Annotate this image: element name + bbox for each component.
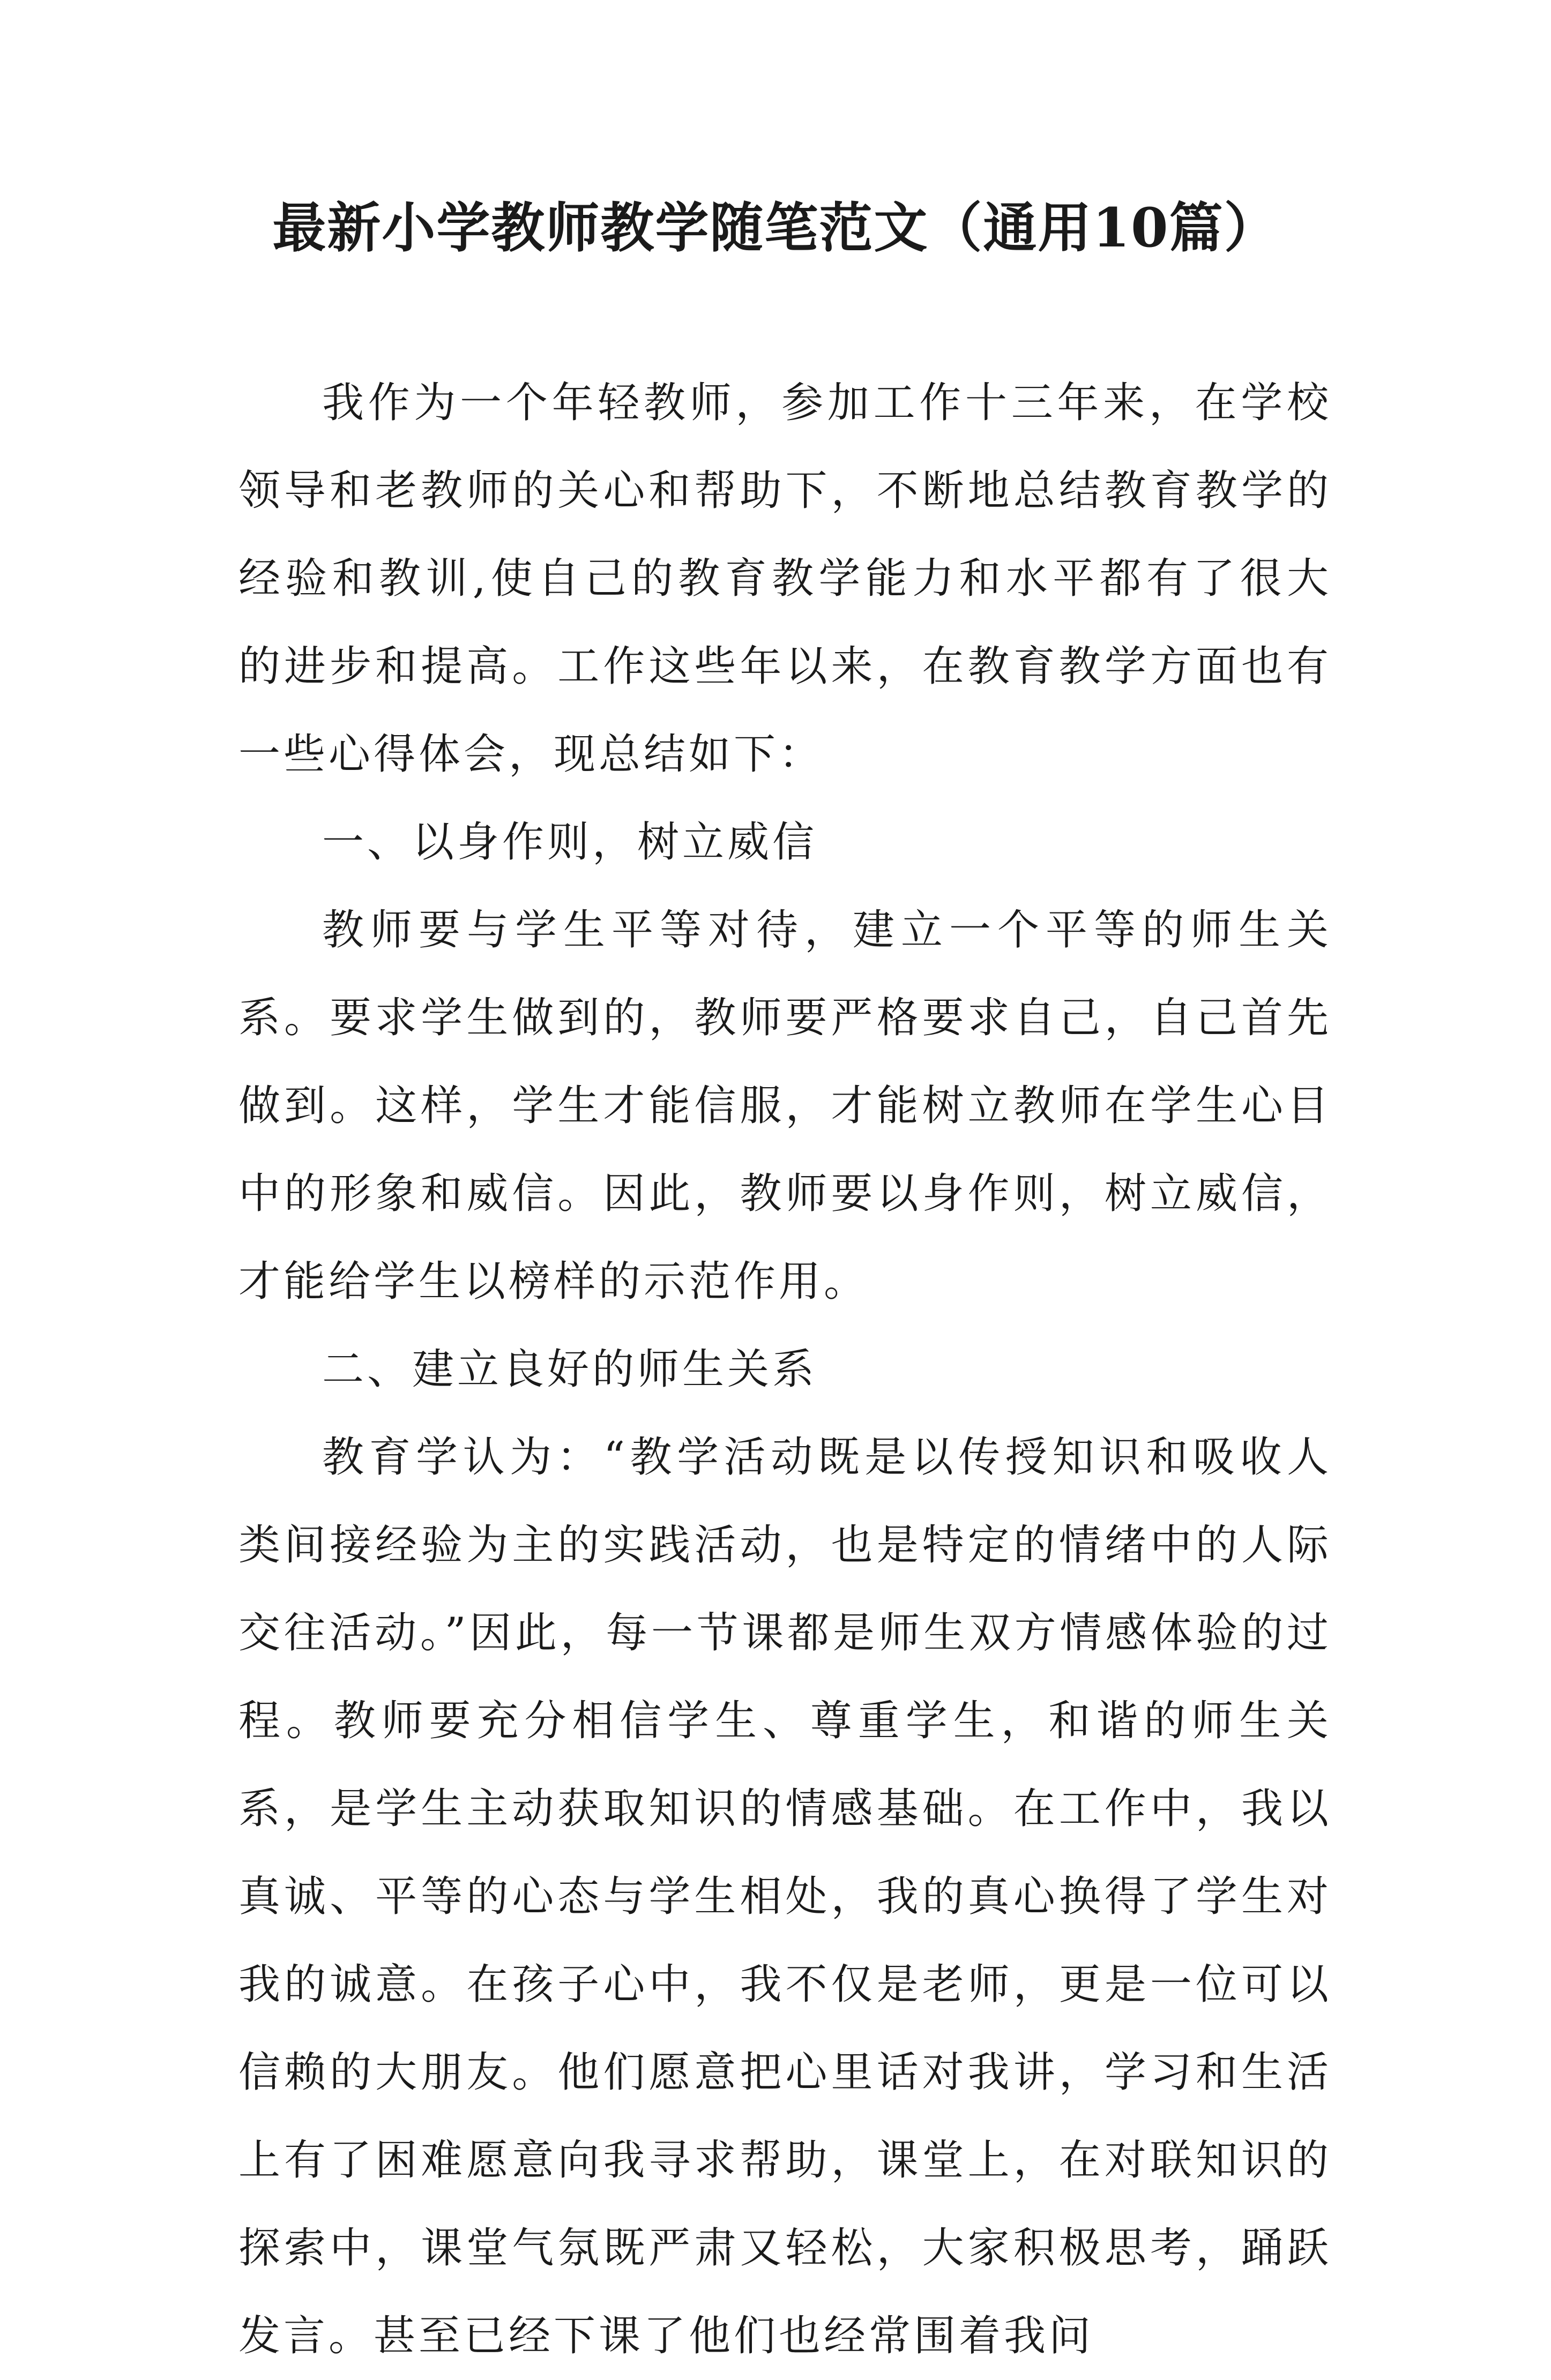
paragraph-section-2: 教育学认为：“教学活动既是以传授知识和吸收人类间接经验为主的实践活动，也是特定的情绪中的人际交往活动。”因此，每一节课都是师生双方情感体验的过程。教师要充分相信学生、尊重学生，和谐的师生关系，是学生主动获取知识的情感基础。在工作中，我以真诚、平等的心态与学生相处，我的真心换得了学生对我的诚意。在孩子心中，我不仅是老师，更是一位可以信赖的大朋友。他们愿意把心里话对我讲，学习和生活上有了困难愿意向我寻求帮助，课堂上，在对联知识的探索中，课堂气氛既严肃又轻松，大家积极思考，踊跃发言。甚至已经下课了他们也经常围着我问: [238, 1433, 1332, 2360]
document-body: [238, 359, 1332, 2380]
section-heading-1: 一、以身作则，树立威信: [322, 818, 818, 866]
document-title: 最新小学教师教学随笔范文（通用10篇）: [272, 196, 1279, 259]
paragraph-section-1: 教师要与学生平等对待，建立一个平等的师生关系。要求学生做到的，教师要严格要求自己，自己首先做到。这样，学生才能信服，才能树立教师在学生心目中的形象和威信。因此，教师要以身作则，树立威信，才能给学生以榜样的示范作用。: [238, 906, 1332, 1306]
paragraph-intro: 我作为一个年轻教师，参加工作十三年来，在学校领导和老教师的关心和帮助下，不断地总结教育教学的经验和教训,使自己的教育教学能力和水平都有了很大的进步和提高。工作这些年以来，在教育教学方面也有一些心得体会，现总结如下：: [238, 379, 1332, 779]
section-heading-2: 二、建立良好的师生关系: [322, 1345, 818, 1394]
